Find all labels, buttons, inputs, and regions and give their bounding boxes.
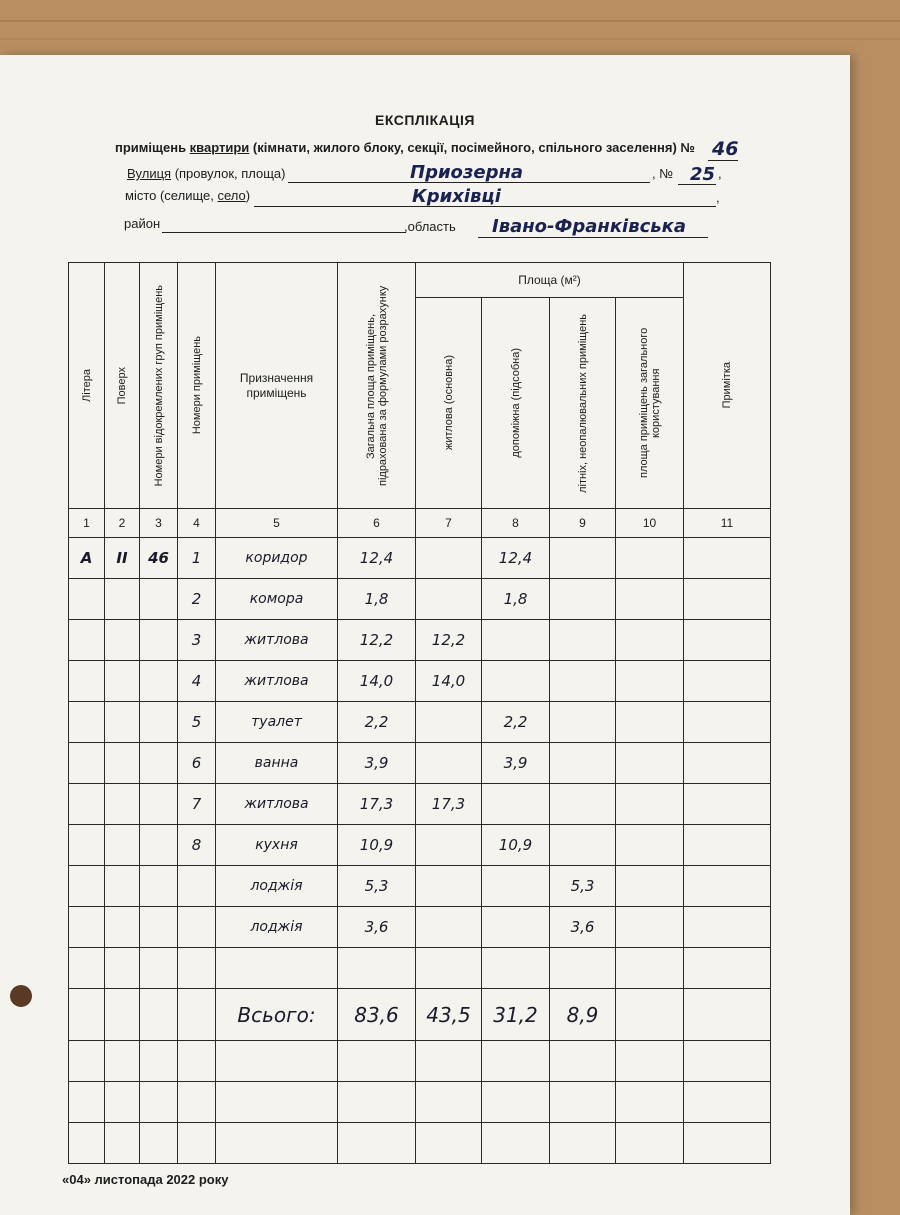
table-body: [69, 538, 771, 1164]
column-number: 6: [338, 509, 416, 538]
table-row: [69, 743, 771, 784]
table-row: [69, 579, 771, 620]
header-common: площа приміщень загального користування: [616, 298, 684, 509]
document-date: «04» листопада 2022 року: [62, 1172, 229, 1187]
cell-group: [140, 825, 178, 866]
cell-group: [140, 907, 178, 948]
cell-living: [416, 579, 482, 620]
cell-room-number: 6: [178, 743, 216, 784]
cell-room-number: 8: [178, 825, 216, 866]
header-room-numbers: Номери приміщень: [178, 263, 216, 509]
city-value: Крихівці: [412, 186, 501, 207]
cell-common: [616, 743, 684, 784]
cell-floor: [105, 825, 140, 866]
binder-hole: [10, 985, 32, 1007]
cell-aux: 1,8: [482, 579, 550, 620]
header-floor: Поверх: [105, 263, 140, 509]
cell-floor: [105, 620, 140, 661]
cell-litera: [69, 620, 105, 661]
cell-total: 10,9: [338, 825, 416, 866]
cell-living: [416, 702, 482, 743]
cell-aux: [482, 661, 550, 702]
cell-common: [616, 620, 684, 661]
table-row: [69, 702, 771, 743]
cell-group: [140, 866, 178, 907]
street-label: [127, 166, 285, 181]
cell-total: 12,2: [338, 620, 416, 661]
cell-summer: [550, 579, 616, 620]
region-underline: [478, 237, 708, 238]
cell-aux: 12,4: [482, 538, 550, 579]
cell-group: 46: [140, 538, 178, 579]
cell-room-number: 3: [178, 620, 216, 661]
cell-total: 2,2: [338, 702, 416, 743]
cell-litera: [69, 661, 105, 702]
cell-purpose: лоджія: [216, 866, 338, 907]
cell-note: [684, 825, 771, 866]
cell-litera: [69, 866, 105, 907]
explication-table: [68, 262, 771, 1164]
cell-floor: [105, 907, 140, 948]
cell-room-number: 5: [178, 702, 216, 743]
table-row: [69, 866, 771, 907]
cell-floor: [105, 866, 140, 907]
header-auxiliary: допоміжна (підсобна): [482, 298, 550, 509]
column-number: 9: [550, 509, 616, 538]
cell-purpose: лоджія: [216, 907, 338, 948]
table-row: [69, 825, 771, 866]
city-label: [125, 188, 250, 203]
header-area-group: Площа (м²): [416, 263, 684, 298]
underline: [678, 184, 716, 185]
cell-litera: [69, 579, 105, 620]
column-number: 1: [69, 509, 105, 538]
cell-purpose: кухня: [216, 825, 338, 866]
subtitle-rest: (кімнати, жилого блоку, секції, посімейного, спільного заселення) №: [249, 140, 695, 155]
header-groups: Номери відокремлених груп приміщень: [140, 263, 178, 509]
cell-living: 17,3: [416, 784, 482, 825]
region-value: Івано-Франківська: [492, 216, 687, 237]
city-label-suffix: ): [245, 188, 251, 203]
district-label: район: [124, 216, 161, 231]
cell-room-number: 2: [178, 579, 216, 620]
cell-litera: А: [69, 538, 105, 579]
cell-common: [616, 907, 684, 948]
header-total-area: Загальна площа приміщень, підрахована за формулами розрахунку: [338, 263, 416, 509]
column-number: 3: [140, 509, 178, 538]
cell-note: [684, 702, 771, 743]
totals-label: Всього:: [216, 989, 338, 1041]
cell-purpose: житлова: [216, 620, 338, 661]
cell-litera: [69, 907, 105, 948]
column-numbers-row: [69, 509, 771, 538]
street-value: Приозерна: [410, 162, 524, 183]
cell-summer: [550, 538, 616, 579]
cell-aux: [482, 866, 550, 907]
cell-summer: [550, 825, 616, 866]
table-row: [69, 661, 771, 702]
header-litera: Літера: [69, 263, 105, 509]
header-purpose: Призначення приміщень: [216, 263, 338, 509]
cell-total: 3,9: [338, 743, 416, 784]
cell-common: [616, 661, 684, 702]
cell-common: [616, 579, 684, 620]
cell-living: [416, 825, 482, 866]
cell-note: [684, 743, 771, 784]
cell-common: [616, 702, 684, 743]
cell-summer: 5,3: [550, 866, 616, 907]
cell-total: 17,3: [338, 784, 416, 825]
table-row: [69, 538, 771, 579]
cell-summer: [550, 620, 616, 661]
cell-note: [684, 579, 771, 620]
cell-common: [616, 784, 684, 825]
cell-litera: [69, 784, 105, 825]
table-row-empty: [69, 948, 771, 989]
cell-room-number: 1: [178, 538, 216, 579]
cell-purpose: коридор: [216, 538, 338, 579]
underline: [708, 160, 738, 161]
column-number: 5: [216, 509, 338, 538]
city-trailing-comma: ,: [716, 190, 720, 205]
cell-living: [416, 907, 482, 948]
table-row-empty: [69, 1082, 771, 1123]
street-label-underlined: Вулиця: [127, 166, 172, 181]
cell-group: [140, 620, 178, 661]
cell-note: [684, 661, 771, 702]
cell-group: [140, 743, 178, 784]
table-row: [69, 784, 771, 825]
totals-summer: 8,9: [550, 989, 616, 1041]
cell-summer: 3,6: [550, 907, 616, 948]
cell-aux: 2,2: [482, 702, 550, 743]
cell-note: [684, 784, 771, 825]
cell-aux: 3,9: [482, 743, 550, 784]
apartment-number: 46: [712, 138, 739, 160]
totals-living: 43,5: [416, 989, 482, 1041]
cell-room-number: [178, 907, 216, 948]
table-row: [69, 620, 771, 661]
cell-note: [684, 538, 771, 579]
cell-note: [684, 620, 771, 661]
region-label: ,область: [404, 219, 456, 234]
cell-floor: II: [105, 538, 140, 579]
table-row: [69, 907, 771, 948]
cell-total: 14,0: [338, 661, 416, 702]
cell-group: [140, 579, 178, 620]
cell-total: 1,8: [338, 579, 416, 620]
cell-summer: [550, 702, 616, 743]
city-label-prefix: місто (селище,: [125, 188, 218, 203]
document-title: ЕКСПЛІКАЦІЯ: [375, 112, 475, 128]
cell-floor: [105, 702, 140, 743]
cell-living: [416, 866, 482, 907]
column-number: 10: [616, 509, 684, 538]
cell-common: [616, 866, 684, 907]
cell-floor: [105, 661, 140, 702]
cell-litera: [69, 825, 105, 866]
cell-litera: [69, 702, 105, 743]
wood-grain: [0, 38, 900, 40]
column-number: 7: [416, 509, 482, 538]
wood-grain: [0, 20, 900, 22]
column-number: 8: [482, 509, 550, 538]
house-trailing-comma: ,: [718, 166, 722, 181]
cell-aux: [482, 907, 550, 948]
cell-common: [616, 538, 684, 579]
subtitle-prefix: приміщень: [115, 140, 190, 155]
cell-group: [140, 661, 178, 702]
header-note: Примітка: [684, 263, 771, 509]
cell-aux: [482, 784, 550, 825]
cell-room-number: 4: [178, 661, 216, 702]
cell-purpose: комора: [216, 579, 338, 620]
cell-living: [416, 538, 482, 579]
cell-summer: [550, 661, 616, 702]
cell-living: 12,2: [416, 620, 482, 661]
cell-litera: [69, 743, 105, 784]
cell-aux: [482, 620, 550, 661]
cell-note: [684, 866, 771, 907]
house-label: , №: [652, 166, 674, 181]
column-number: 4: [178, 509, 216, 538]
cell-total: 5,3: [338, 866, 416, 907]
cell-purpose: ванна: [216, 743, 338, 784]
cell-purpose: туалет: [216, 702, 338, 743]
table-row-empty: [69, 1123, 771, 1164]
header-summer: літніх, неопалювальних приміщень: [550, 298, 616, 509]
cell-purpose: житлова: [216, 784, 338, 825]
cell-living: [416, 743, 482, 784]
cell-aux: 10,9: [482, 825, 550, 866]
column-number: 11: [684, 509, 771, 538]
header-living: житлова (основна): [416, 298, 482, 509]
house-number: 25: [690, 164, 716, 185]
cell-purpose: житлова: [216, 661, 338, 702]
cell-summer: [550, 743, 616, 784]
cell-room-number: 7: [178, 784, 216, 825]
district-underline: [162, 232, 406, 233]
cell-group: [140, 784, 178, 825]
totals-row: [69, 989, 771, 1041]
cell-common: [616, 825, 684, 866]
cell-floor: [105, 579, 140, 620]
subtitle-line: [115, 140, 695, 155]
city-label-underlined: село: [217, 188, 246, 203]
cell-total: 12,4: [338, 538, 416, 579]
table-row-empty: [69, 1041, 771, 1082]
cell-room-number: [178, 866, 216, 907]
totals-total: 83,6: [338, 989, 416, 1041]
cell-summer: [550, 784, 616, 825]
column-number: 2: [105, 509, 140, 538]
cell-group: [140, 702, 178, 743]
totals-aux: 31,2: [482, 989, 550, 1041]
street-label-rest: (провулок, площа): [171, 166, 286, 181]
cell-floor: [105, 784, 140, 825]
cell-total: 3,6: [338, 907, 416, 948]
cell-note: [684, 907, 771, 948]
cell-floor: [105, 743, 140, 784]
cell-living: 14,0: [416, 661, 482, 702]
subtitle-underlined: квартири: [189, 140, 250, 155]
